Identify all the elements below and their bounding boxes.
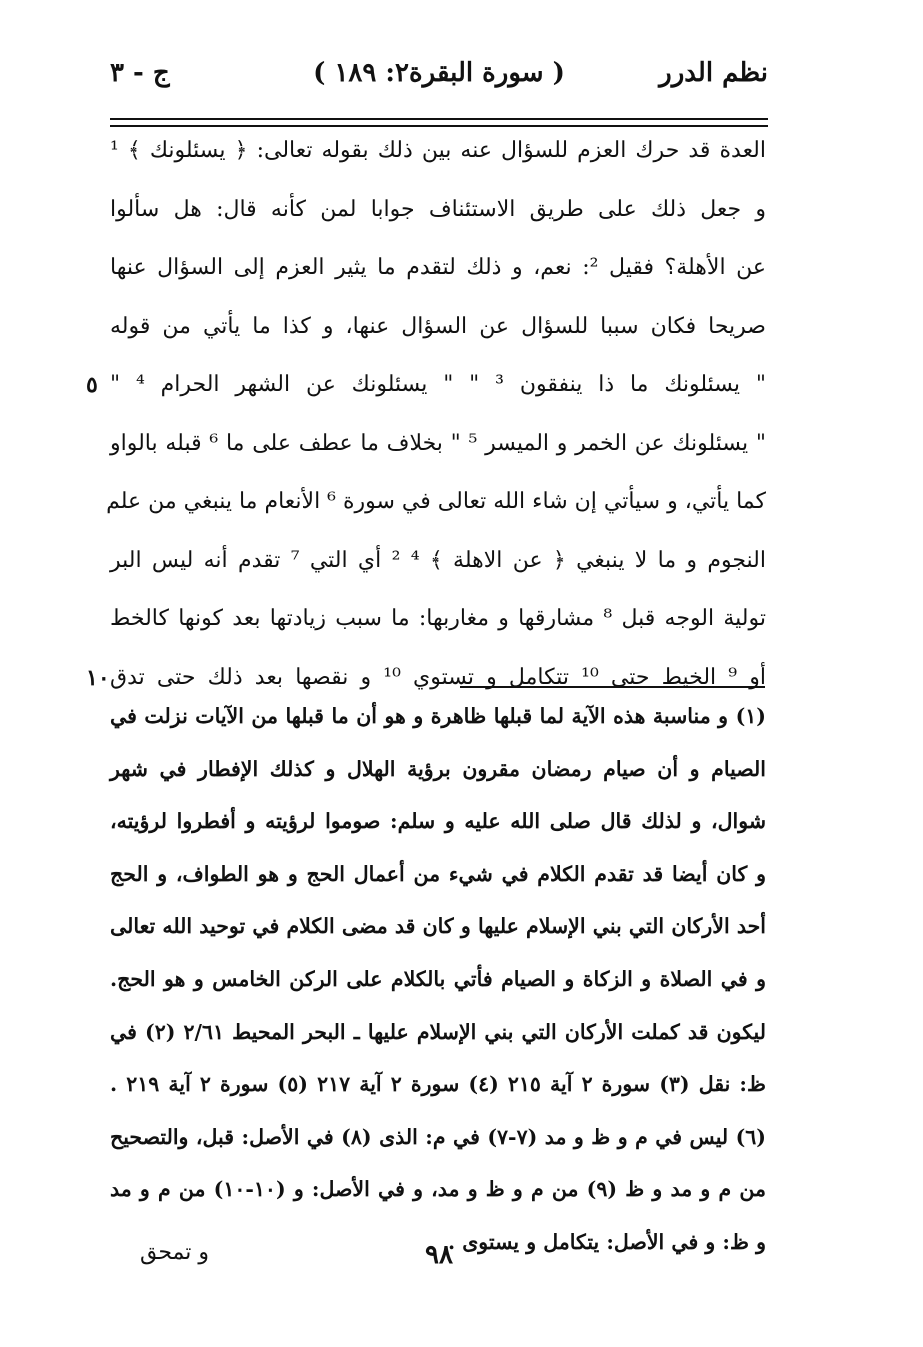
page-header xyxy=(110,58,768,98)
footnote-divider xyxy=(460,686,765,688)
main-line: النجوم و ما لا ينبغي ﴿ عن الاهلة ﴾ ⁴ ² أي التي ⁷ تقدم أنه ليس البر xyxy=(110,547,766,573)
line-number-5: ٥ xyxy=(86,372,98,398)
surah-reference: ( سورة البقرة۲: ۱۸۹ ) xyxy=(313,58,565,88)
book-title: نظم الدرر xyxy=(659,58,768,88)
footnote-line: و في الصلاة و الزكاة و الصيام فأتي بالكلام على الركن الخامس و هو الحج. xyxy=(110,966,766,991)
main-line: العدة قد حرك العزم للسؤال عنه بين ذلك بقوله تعالى: ﴿ يسئلونك ﴾ ¹ xyxy=(110,138,766,163)
footnote-line: و ظ: و في الأصل: يتكامل و يستوى . xyxy=(447,1229,766,1254)
footnote-line: ظ: نقل (٣) سورة ٢ آية ٢١٥ (٤) سورة ٢ آية ٢١٧ (٥) سورة ٢ آية ٢١٩ . xyxy=(110,1072,766,1097)
main-line-text: أو ⁹ الخيط حتى ¹⁰ تتكامل و تستوي ¹⁰ و نقصها بعد ذلك حتى تدق xyxy=(110,664,766,690)
line-number-10: ١٠ xyxy=(86,664,110,691)
main-line-text: " يسئلونك ما ذا ينفقون ³ " " يسئلونك عن الشهر الحرام ⁴ " xyxy=(110,372,766,397)
footnotes xyxy=(110,690,766,1269)
main-line: عن الأهلة؟ فقيل ²: نعم، و ذلك لتقدم ما يثير العزم إلى السؤال عنها xyxy=(110,255,766,280)
footnote-line: ليكون قد كملت الأركان التي بني الإسلام عليها ـ البحر المحيط ٢/٦١ (٢) في xyxy=(110,1019,766,1044)
footnote-line: أحد الأركان التي بني الإسلام عليها و كان قد مضى الكلام في توحيد الله تعالى xyxy=(110,914,766,939)
main-line: كما يأتي، و سيأتي إن شاء الله تعالى في سورة ⁶ الأنعام ما ينبغي من علم xyxy=(106,489,766,514)
footnote-line: الصيام و أن صيام رمضان مقرون برؤية الهلال و كذلك الإفطار في شهر xyxy=(110,756,766,781)
footnote-line: من م و مد و ظ (٩) من م و ظ و مد، و في الأصل: و (١٠-١٠) من م و مد xyxy=(110,1177,766,1202)
page-footer xyxy=(110,1240,768,1280)
footnote-line: (٦) ليس في م و ظ و مد (٧-٧) في م: الذى (٨) في الأصل: قبل، والتصحيح xyxy=(110,1124,766,1149)
main-text xyxy=(86,122,767,707)
page-number: ٩٨ xyxy=(425,1240,453,1270)
footnote-line: (١) و مناسبة هذه الآية لما قبلها ظاهرة و هو أن ما قبلها من الآيات نزلت في xyxy=(110,704,766,728)
catchword: و تمحق xyxy=(140,1240,210,1265)
volume-number: ج - ۳ xyxy=(110,58,170,88)
footnote-line: شوال، و لذلك قال صلى الله عليه و سلم: صوموا لرؤيته و أفطروا لرؤيته، xyxy=(110,809,766,834)
footnote-line: و كان أيضا قد تقدم الكلام في شيء من أعمال الحج و هو الطواف، و الحج xyxy=(110,861,766,886)
main-line: و جعل ذلك على طريق الاستئناف جوابا لمن كأنه قال: هل سألوا xyxy=(110,196,766,222)
main-line-5 xyxy=(86,356,766,415)
main-line: صريحا فكان سببا للسؤال عن السؤال عنها، و كذا ما يأتي من قوله xyxy=(110,313,766,339)
main-line: " يسئلونك عن الخمر و الميسر ⁵ " بخلاف ما عطف على ما ⁶ قبله بالواو xyxy=(110,430,767,456)
main-line: تولية الوجه قبل ⁸ مشارقها و مغاربها: ما سبب زيادتها بعد كونها كالخط xyxy=(110,606,766,631)
